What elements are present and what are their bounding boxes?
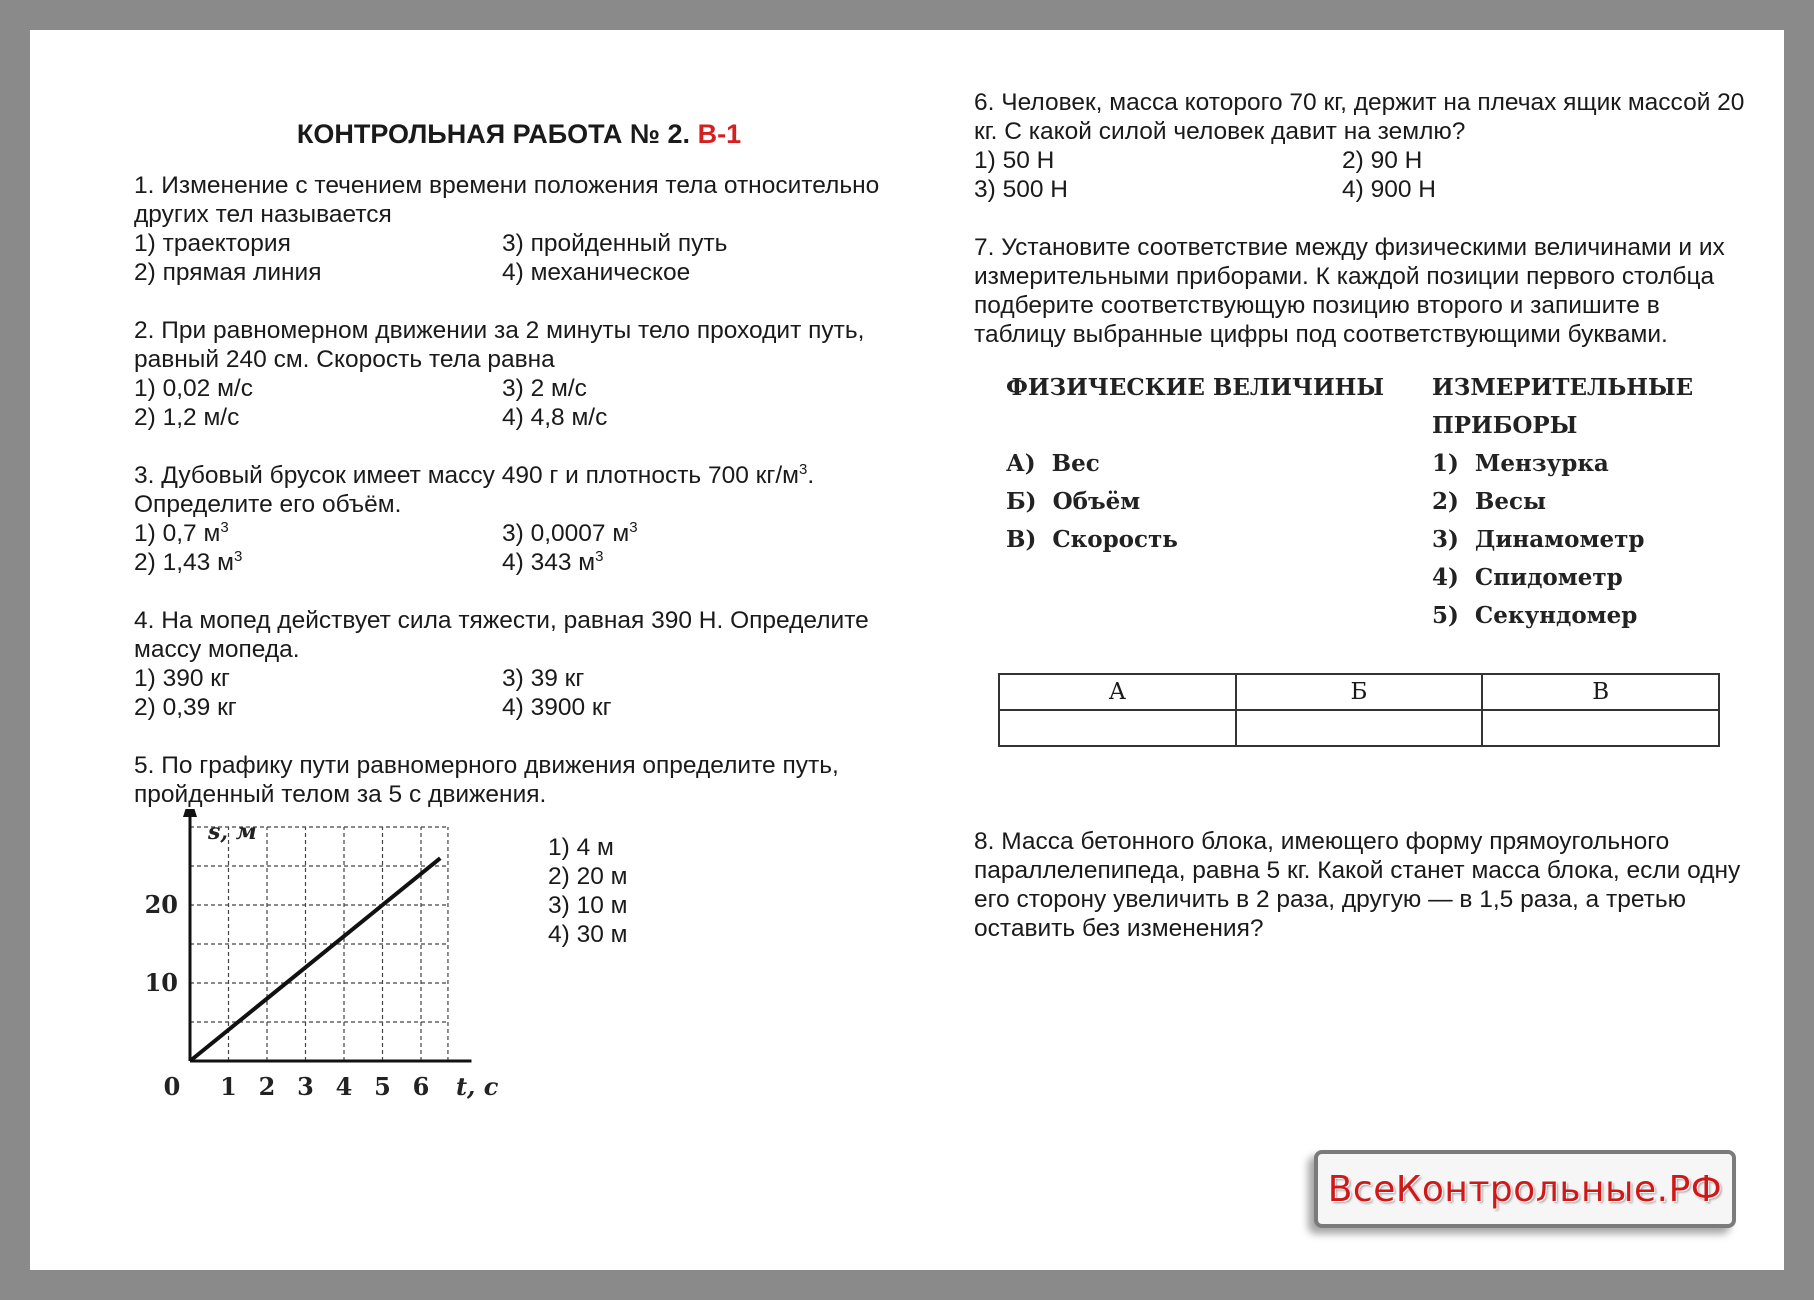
column-2-title-line-2: ПРИБОРЫ — [1432, 412, 1578, 439]
column-1-title: ФИЗИЧЕСКИЕ ВЕЛИЧИНЫ — [1006, 374, 1385, 401]
question-3-text-a: 3. Дубовый брусок имеет массу 490 г и плотность 700 кг/м — [134, 462, 799, 489]
right-column — [974, 88, 1754, 972]
x-tick-label: 3 — [297, 1072, 314, 1101]
question-6-text: 6. Человек, масса которого 70 кг, держит на плечах ящик массой 20 кг. С какой силой человек давит на землю? — [974, 89, 1745, 145]
column-1-item: Б) Объём — [1006, 488, 1141, 515]
option: 3) 500 Н — [974, 176, 1068, 203]
question-3 — [134, 461, 914, 577]
answer-header-cell: В — [1482, 674, 1719, 710]
question-1-text: 1. Изменение с течением времени положения тела относительно других тел называется — [134, 172, 880, 228]
option: 1) 390 кг — [134, 665, 230, 692]
matching-block — [974, 349, 1754, 769]
question-3-text-b: . Определите его объём. — [134, 462, 815, 518]
option: 2) 20 м — [548, 863, 628, 890]
question-3-text — [134, 461, 914, 519]
answer-cell[interactable] — [1236, 710, 1483, 746]
column-2-item: 4) Спидометр — [1432, 564, 1623, 591]
option: 1) траектория — [134, 230, 291, 257]
y-tick-label: 10 — [144, 968, 178, 997]
question-2-text: 2. При равномерном движении за 2 минуты тело проходит путь, равный 240 см. Скорость тела равна — [134, 317, 865, 373]
x-tick-label: 1 — [220, 1072, 237, 1101]
x-tick-label: 0 — [163, 1072, 181, 1101]
question-5-options — [548, 833, 628, 949]
question-7-text: 7. Установите соответствие между физическими величинами и их измерительными приборами. К каждой позиции первого столбца подберите соответствующую позицию второго и запишите в таблицу выбранные цифры под соответствующими буквами. — [974, 234, 1725, 348]
x-axis-label: t, с — [455, 1072, 499, 1101]
option: 2) прямая линия — [134, 259, 322, 286]
option: 3) 2 м/с — [502, 375, 587, 402]
option: 2) 90 Н — [1342, 147, 1423, 174]
answer-table — [998, 673, 1720, 747]
question-4-text: 4. На мопед действует сила тяжести, равная 390 Н. Определите массу мопеда. — [134, 607, 869, 663]
question-2-options — [134, 374, 914, 432]
title-text: КОНТРОЛЬНАЯ РАБОТА № 2. — [296, 119, 691, 149]
option: 2) 1,43 $м^3$ — [134, 547, 243, 576]
option: 4) механическое — [502, 259, 691, 286]
question-6 — [974, 88, 1754, 204]
series-line — [190, 858, 440, 1061]
option: 4) 4,8 м/с — [502, 404, 608, 431]
option: 3) пройденный путь — [502, 230, 728, 257]
x-tick-label: 6 — [412, 1072, 430, 1101]
option: 3) 39 кг — [502, 665, 585, 692]
option: 1) 0,02 м/с — [134, 375, 253, 402]
column-1-item: А) Вес — [1006, 450, 1100, 477]
matching-columns — [1006, 349, 1726, 649]
column-2-item: 5) Секундомер — [1432, 602, 1638, 629]
question-3-options — [134, 519, 914, 577]
question-4 — [134, 606, 914, 722]
question-1 — [134, 171, 914, 287]
option: 4) 343 $м^3$ — [502, 547, 604, 576]
question-4-options — [134, 664, 914, 722]
y-axis-label: s, м — [208, 819, 257, 845]
x-tick-label: 4 — [335, 1072, 353, 1101]
option: 4) 3900 кг — [502, 694, 612, 721]
question-5-body — [134, 809, 914, 1109]
y-axis-arrow — [183, 809, 197, 817]
answer-table-header — [999, 674, 1719, 710]
question-5 — [134, 751, 914, 1109]
site-logo-text: ВсеКонтрольные.РФ — [1327, 1168, 1723, 1210]
option: 2) 1,2 м/с — [134, 404, 240, 431]
question-7 — [974, 233, 1754, 769]
option: 4) 30 м — [548, 921, 628, 948]
option: 3) 10 м — [548, 892, 628, 919]
answer-cell[interactable] — [999, 710, 1236, 746]
answer-cell[interactable] — [1482, 710, 1719, 746]
page-title — [134, 120, 904, 149]
distance-time-graph — [134, 809, 534, 1109]
option: 4) 900 Н — [1342, 176, 1436, 203]
site-logo — [1314, 1150, 1736, 1228]
left-column — [134, 92, 914, 1109]
superscript: 3 — [798, 460, 808, 478]
question-2 — [134, 316, 914, 432]
option: 1) 50 Н — [974, 147, 1055, 174]
question-8 — [974, 827, 1754, 943]
y-tick-label: 20 — [144, 890, 178, 919]
answer-header-cell: А — [999, 674, 1236, 710]
column-2-title-line-1: ИЗМЕРИТЕЛЬНЫЕ — [1432, 374, 1694, 401]
option: 1) 0,7 $м^3$ — [134, 518, 229, 547]
x-tick-label: 5 — [374, 1072, 391, 1101]
question-8-text: 8. Масса бетонного блока, имеющего форму прямоугольного параллелепипеда, равна 5 кг. Какой станет масса блока, если одну его сторону увеличить в 2 раза, другую — в 1,5 раза, а третью оставить без изменения? — [974, 828, 1741, 942]
question-1-options — [134, 229, 914, 287]
option: 2) 0,39 кг — [134, 694, 237, 721]
option: 3) 0,0007 $м^3$ — [502, 518, 638, 547]
answer-table-row — [999, 710, 1719, 746]
column-1-item: В) Скорость — [1006, 526, 1178, 553]
option: 1) 4 м — [548, 834, 614, 861]
question-5-text: 5. По графику пути равномерного движения определите путь, пройденный телом за 5 с движения. — [134, 752, 839, 808]
column-2-item: 2) Весы — [1432, 488, 1547, 515]
question-6-options — [974, 146, 1754, 204]
worksheet-page — [30, 30, 1784, 1270]
variant-label: В-1 — [697, 119, 742, 149]
column-2-item: 3) Динамометр — [1432, 526, 1645, 553]
column-2-item: 1) Мензурка — [1432, 450, 1609, 477]
answer-header-cell: Б — [1236, 674, 1483, 710]
x-tick-label: 2 — [258, 1072, 276, 1101]
